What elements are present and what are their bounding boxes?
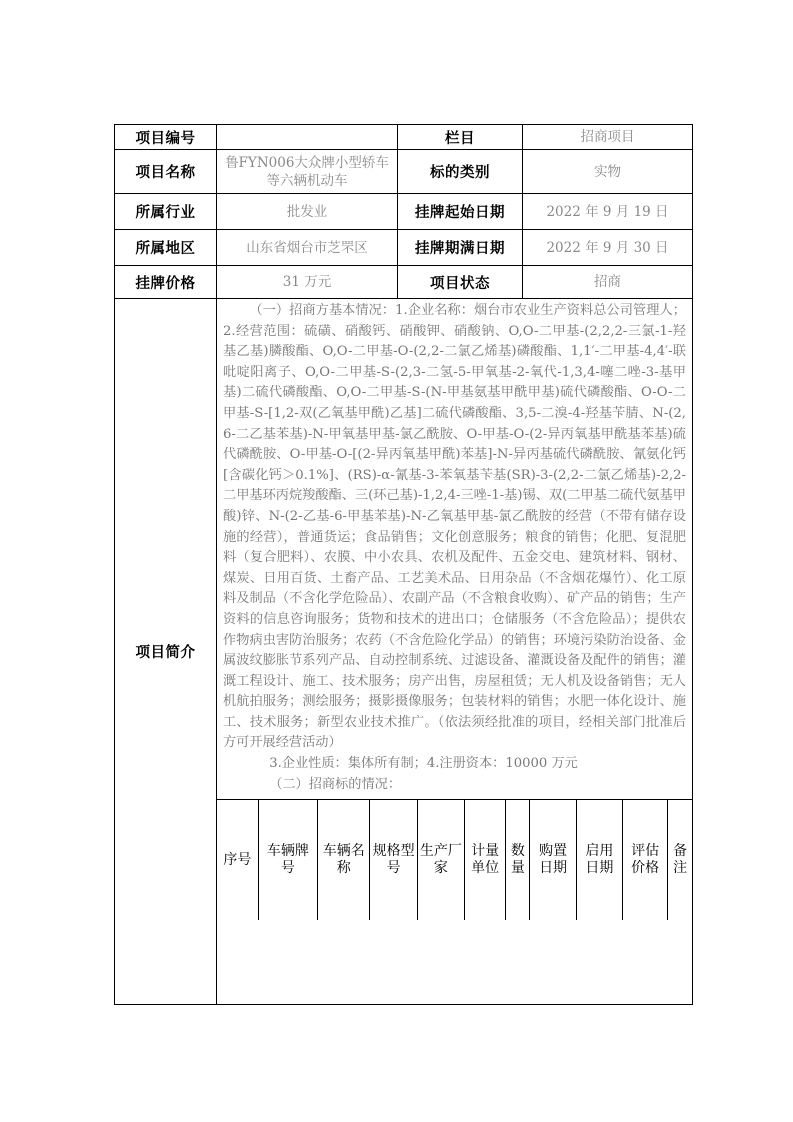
vehicle-table: [217, 799, 692, 920]
listing-end-date-label: 挂牌期满日期: [398, 230, 523, 266]
listing-start-date-label: 挂牌起始日期: [398, 194, 523, 230]
table-row: [115, 194, 693, 230]
listing-start-date-value: 2022 年 9 月 19 日: [523, 194, 693, 230]
column-header: 规格型号: [370, 800, 417, 921]
project-name-label: 项目名称: [115, 150, 217, 194]
listing-end-date-value: 2022 年 9 月 30 日: [523, 230, 693, 266]
column-header: 数量: [506, 800, 530, 921]
table-row: [115, 299, 693, 1005]
table-row: [115, 230, 693, 266]
listing-price-value: 31 万元: [217, 266, 398, 299]
column-header: 备注: [668, 800, 692, 921]
table-row: [115, 125, 693, 150]
project-number-label: 项目编号: [115, 125, 217, 150]
industry-label: 所属行业: [115, 194, 217, 230]
subject-category-value: 实物: [523, 150, 693, 194]
column-value: 招商项目: [523, 125, 693, 150]
column-header: 生产厂家: [417, 800, 464, 921]
column-header: 序号: [217, 800, 258, 921]
industry-value: 批发业: [217, 194, 398, 230]
project-name-value: 鲁FYN006大众牌小型轿车等六辆机动车: [217, 150, 398, 194]
project-info-table: [114, 124, 693, 1005]
summary-paragraph-1: （一）招商方基本情况：1.企业名称：烟台市农业生产资料总公司管理人；2.经营范围：硫磺、硝酸钙、硝酸钾、硝酸钠、O,O-二甲基-(2,2,2-三氯-1-羟基乙基)膦酸酯、O,O-二甲基-O-(2,2-二氯乙烯基)磷酸酯、1,1′-二甲基-4,4′-联吡啶阳离子、O,O-二甲基-S-(2,3-二氢-5-甲氧基-2-氧代-1,3,4-噻二唑-3-基甲基)二硫代磷酸酯、O,O-二甲基-S-(N-甲基氨基甲酰甲基)硫代磷酸酯、O-O-二甲基-S-[1,2-双(乙氧基甲酰)乙基]二硫代磷酸酯、3,5-二溴-4-羟基苄腈、N-(2,6-二乙基苯基)-N-甲氧基甲基-氯乙酰胺、O-甲基-O-(2-异丙氧基甲酰基苯基)硫代磷酰胺、O-甲基-O-[(2-异丙氧基甲酰)苯基]-N-异丙基硫代磷酰胺、氰氨化钙[含碳化钙＞0.1%]、(RS)-α-氰基-3-苯氧基苄基(SR)-3-(2,2-二氯乙烯基)-2,2-二甲基环丙烷羧酸酯、三(环己基)-1,2,4-三唑-1-基)锡、双(二甲基二硫代氨基甲酸)锌、N-(2-乙基-6-甲基苯基)-N-乙氧基甲基-氯乙酰胺的经营（不带有储存设施的经营），普通货运；食品销售；文化创意服务；粮食的销售；化肥、复混肥料（复合肥料）、农膜、中小农具、农机及配件、五金交电、建筑材料、钢材、煤炭、日用百货、土畜产品、工艺美术品、日用杂品（不含烟花爆竹）、化工原料及制品（不含化学危险品）、农副产品（不含粮食收购）、矿产品的销售；生产资料的信息咨询服务；货物和技术的进出口；仓储服务（不含危险品）；提供农作物病虫害防治服务；农药（不含危险化学品）的销售；环境污染防治设备、金属波纹膨胀节系列产品、自动控制系统、过滤设备、灌溉设备及配件的销售；灌溉工程设计、施工、技术服务；房产出售，房屋租赁；无人机及设备销售；无人机航拍服务；测绘服务；摄影摄像服务；包装材料的销售；水肥一体化设计、施工、技术服务；新型农业技术推广。（依法须经批准的项目，经相关部门批准后方可开展经营活动）: [223, 303, 686, 751]
project-number-value: [217, 125, 398, 150]
subject-category-label: 标的类别: [398, 150, 523, 194]
vehicle-table-header: [217, 800, 692, 921]
listing-price-label: 挂牌价格: [115, 266, 217, 299]
region-label: 所属地区: [115, 230, 217, 266]
project-summary-text: [217, 299, 692, 795]
project-summary-label: 项目简介: [115, 299, 217, 1005]
column-header: 计量单位: [465, 800, 506, 921]
project-summary-cell: [217, 299, 693, 1005]
column-label: 栏目: [398, 125, 523, 150]
table-row: [115, 150, 693, 194]
column-header: 购置日期: [530, 800, 576, 921]
column-header: 车辆牌号: [258, 800, 317, 921]
region-value: 山东省烟台市芝罘区: [217, 230, 398, 266]
column-header: 评估价格: [622, 800, 667, 921]
project-status-label: 项目状态: [398, 266, 523, 299]
project-status-value: 招商: [523, 266, 693, 299]
summary-paragraph-3: （二）招商标的情况：: [269, 776, 402, 792]
summary-paragraph-2: 3.企业性质：集体所有制；4.注册资本：10000 万元: [269, 756, 578, 772]
column-header: 启用日期: [576, 800, 622, 921]
column-header: 车辆名称: [318, 800, 370, 921]
table-row: [115, 266, 693, 299]
